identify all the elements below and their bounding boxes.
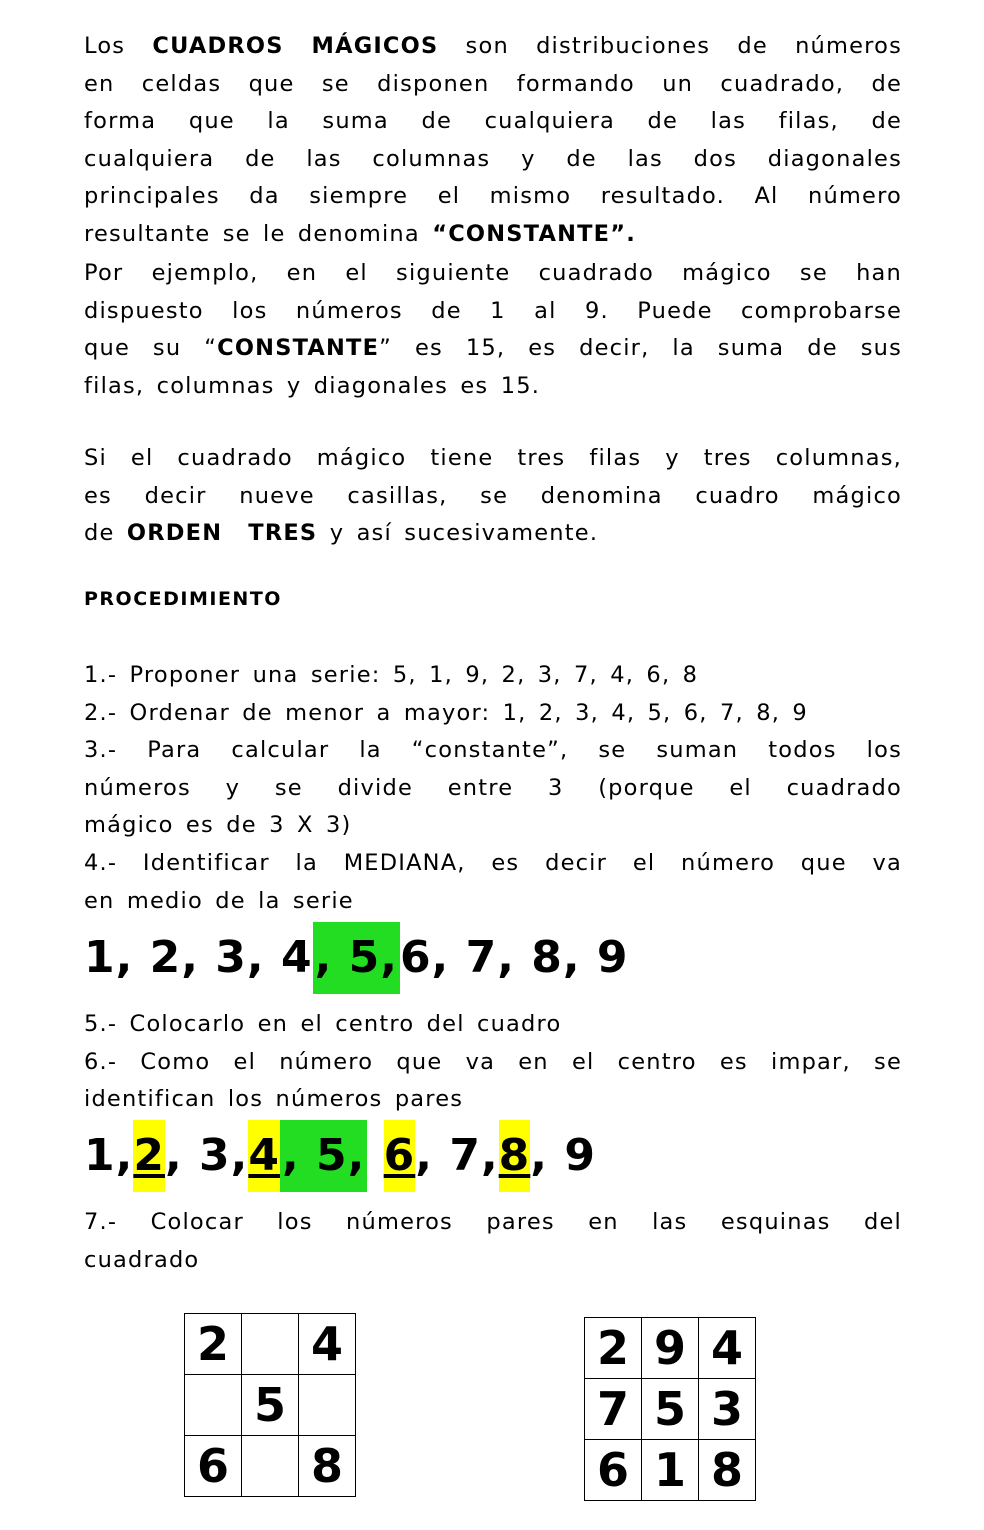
- order-paragraph: Si el cuadrado mágico tiene tres filas y tres columnas, es decir nueve casillas, se denomina cuadro mágico de ORDEN TRES y así sucesivamente.: [84, 445, 902, 547]
- even-highlight: 2: [133, 1120, 165, 1192]
- median-highlight: , 5,: [313, 922, 400, 994]
- grid-cell: 4: [299, 1314, 356, 1375]
- grid-cell: 6: [185, 1436, 242, 1497]
- grid-cell: 3: [699, 1379, 756, 1440]
- example-paragraph: Por ejemplo, en el siguiente cuadrado mágico se han dispuesto los números de 1 al 9. Puede comprobarse que su “CONSTANTE” es 15, es decir, la suma de sus filas, columnas y diagonales es 15.: [84, 260, 903, 399]
- even-highlight: 6: [384, 1120, 416, 1192]
- median-highlight: , 5,: [280, 1120, 367, 1192]
- grid-cell: 2: [585, 1318, 642, 1379]
- grid-cell: 5: [642, 1379, 699, 1440]
- grid-cell: 7: [585, 1379, 642, 1440]
- section-heading: PROCEDIMIENTO: [84, 588, 282, 610]
- grid-cell: [242, 1436, 299, 1497]
- steps-1-4: 1.- Proponer una serie: 5, 1, 9, 2, 3, 7, 4, 6, 8 2.- Ordenar de menor a mayor: 1, 2, 3, 4, 5, 6, 7, 8, 9 3.- Para calcular la “constante”, se suman todos los números y se divide entre 3 (porque el cuadrado mágico es de 3 X 3) 4.- Identificar la MEDIANA, es decir el número que va en medio de la serie: [84, 662, 902, 914]
- sorted-series-even: 1,2, 3,4, 5, 6, 7,8, 9: [84, 1120, 596, 1192]
- grid-cell: 1: [642, 1440, 699, 1501]
- grid-cell: [185, 1375, 242, 1436]
- magic-square-complete: [584, 1317, 756, 1501]
- grid-cell: 4: [699, 1318, 756, 1379]
- step-7: 7.- Colocar los números pares en las esquinas del cuadrado: [84, 1209, 902, 1273]
- grid-cell: 9: [642, 1318, 699, 1379]
- sorted-series-median: 1, 2, 3, 4, 5,6, 7, 8, 9: [84, 922, 629, 994]
- magic-square-partial: [184, 1313, 356, 1497]
- grid-cell: 6: [585, 1440, 642, 1501]
- even-highlight: 8: [499, 1120, 531, 1192]
- grid-cell: [242, 1314, 299, 1375]
- steps-5-6: 5.- Colocarlo en el centro del cuadro 6.- Como el número que va en el centro es impar, se identifican los números pares: [84, 1011, 902, 1113]
- grid-cell: 5: [242, 1375, 299, 1436]
- intro-paragraph: Los CUADROS MÁGICOS son distribuciones de números en celdas que se disponen formando un cuadrado, de forma que la suma de cualquiera de las filas, de cualquiera de las columnas y de las dos diagonales principales da siempre el mismo resultado. Al número resultante se le denomina “CONSTANTE”.: [84, 33, 902, 247]
- even-highlight: 4: [248, 1120, 280, 1192]
- grid-cell: 8: [299, 1436, 356, 1497]
- grid-cell: [299, 1375, 356, 1436]
- grid-cell: 8: [699, 1440, 756, 1501]
- grid-cell: 2: [185, 1314, 242, 1375]
